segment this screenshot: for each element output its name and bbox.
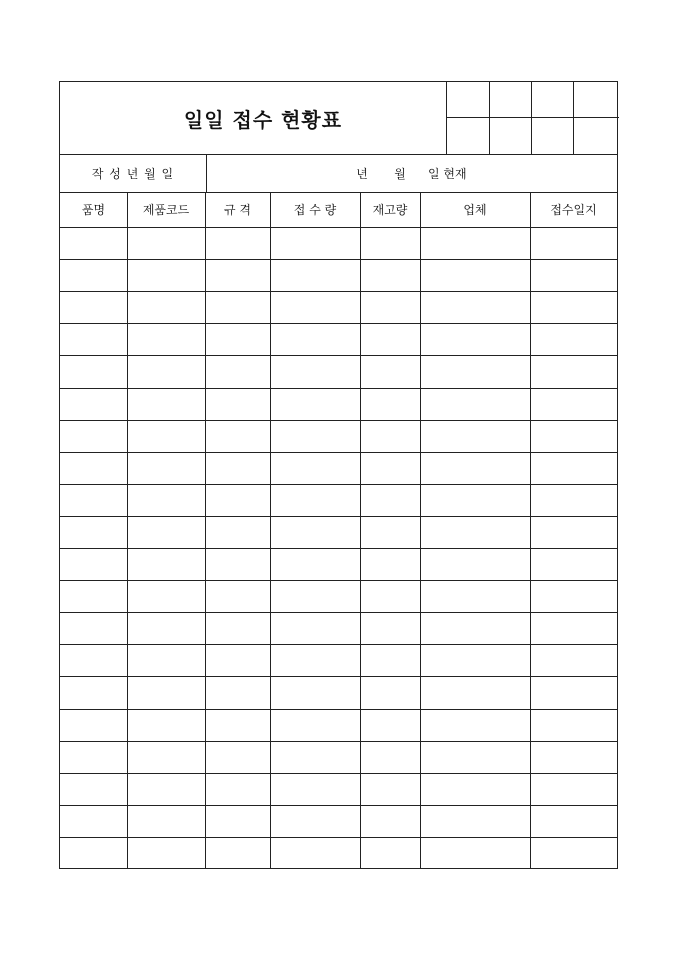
approval-cell[interactable] [532,83,573,117]
cell-stock-qty[interactable] [361,421,420,452]
cell-item-name[interactable] [61,838,127,869]
cell-stock-qty[interactable] [361,517,420,548]
cell-vendor[interactable] [421,356,530,387]
cell-item-name[interactable] [61,517,127,548]
cell-stock-qty[interactable] [361,292,420,323]
cell-spec[interactable] [206,228,270,259]
cell-item-name[interactable] [61,677,127,708]
cell-product-code[interactable] [128,677,205,708]
cell-stock-qty[interactable] [361,549,420,580]
cell-item-name[interactable] [61,324,127,355]
cell-received-date[interactable] [531,228,617,259]
cell-spec[interactable] [206,806,270,837]
cell-received-qty[interactable] [271,517,360,548]
cell-spec[interactable] [206,324,270,355]
cell-received-date[interactable] [531,549,617,580]
cell-item-name[interactable] [61,421,127,452]
cell-product-code[interactable] [128,324,205,355]
cell-item-name[interactable] [61,742,127,773]
cell-product-code[interactable] [128,260,205,291]
cell-received-date[interactable] [531,421,617,452]
cell-stock-qty[interactable] [361,389,420,420]
cell-vendor[interactable] [421,838,530,869]
cell-product-code[interactable] [128,838,205,869]
cell-spec[interactable] [206,581,270,612]
date-year-label: 년 [356,166,368,181]
cell-item-name[interactable] [61,613,127,644]
cell-vendor[interactable] [421,485,530,516]
cell-product-code[interactable] [128,710,205,741]
cell-spec[interactable] [206,677,270,708]
cell-product-code[interactable] [128,806,205,837]
date-row-label: 작 성 년 월 일 [91,166,175,181]
receipt-status-form [59,81,618,869]
approval-cell[interactable] [447,118,489,153]
cell-received-date[interactable] [531,710,617,741]
cell-received-qty[interactable] [271,613,360,644]
cell-vendor[interactable] [421,677,530,708]
cell-item-name[interactable] [61,389,127,420]
cell-vendor[interactable] [421,389,530,420]
cell-vendor[interactable] [421,710,530,741]
cell-vendor[interactable] [421,645,530,676]
cell-received-qty[interactable] [271,228,360,259]
date-day-current-label: 일 현재 [428,166,467,181]
cell-vendor[interactable] [421,421,530,452]
date-month-label: 월 [394,166,406,181]
cell-stock-qty[interactable] [361,677,420,708]
form-title: 일일 접수 현황표 [183,107,343,132]
cell-vendor[interactable] [421,292,530,323]
approval-cell[interactable] [447,83,489,117]
cell-stock-qty[interactable] [361,838,420,869]
cell-received-qty[interactable] [271,774,360,805]
cell-received-qty[interactable] [271,324,360,355]
column-header-received-date: 접수일지 [550,203,597,217]
cell-received-qty[interactable] [271,677,360,708]
cell-vendor[interactable] [421,742,530,773]
cell-product-code[interactable] [128,645,205,676]
cell-vendor[interactable] [421,228,530,259]
cell-received-qty[interactable] [271,421,360,452]
cell-stock-qty[interactable] [361,710,420,741]
cell-received-date[interactable] [531,356,617,387]
cell-received-qty[interactable] [271,581,360,612]
cell-received-date[interactable] [531,645,617,676]
approval-cell[interactable] [574,118,618,153]
cell-stock-qty[interactable] [361,356,420,387]
cell-product-code[interactable] [128,613,205,644]
cell-received-date[interactable] [531,260,617,291]
cell-spec[interactable] [206,742,270,773]
cell-product-code[interactable] [128,742,205,773]
cell-vendor[interactable] [421,260,530,291]
cell-spec[interactable] [206,260,270,291]
cell-product-code[interactable] [128,421,205,452]
cell-spec[interactable] [206,710,270,741]
cell-spec[interactable] [206,517,270,548]
cell-received-qty[interactable] [271,292,360,323]
cell-spec[interactable] [206,645,270,676]
column-header-stock-qty: 재고량 [372,203,408,217]
cell-spec[interactable] [206,421,270,452]
cell-vendor[interactable] [421,517,530,548]
cell-vendor[interactable] [421,581,530,612]
column-header-item-name: 품명 [81,203,106,217]
cell-spec[interactable] [206,292,270,323]
cell-received-date[interactable] [531,838,617,869]
cell-spec[interactable] [206,453,270,484]
cell-item-name[interactable] [61,453,127,484]
cell-item-name[interactable] [61,645,127,676]
cell-product-code[interactable] [128,389,205,420]
cell-received-date[interactable] [531,774,617,805]
cell-received-date[interactable] [531,292,617,323]
cell-spec[interactable] [206,774,270,805]
cell-received-date[interactable] [531,453,617,484]
approval-cell[interactable] [532,118,573,153]
column-header-vendor: 업체 [463,203,487,217]
cell-received-date[interactable] [531,613,617,644]
cell-item-name[interactable] [61,549,127,580]
cell-received-qty[interactable] [271,485,360,516]
cell-vendor[interactable] [421,324,530,355]
cell-item-name[interactable] [61,260,127,291]
cell-item-name[interactable] [61,228,127,259]
cell-stock-qty[interactable] [361,228,420,259]
cell-received-qty[interactable] [271,260,360,291]
cell-received-date[interactable] [531,806,617,837]
column-header-product-code: 제품코드 [142,203,190,217]
cell-spec[interactable] [206,485,270,516]
cell-spec[interactable] [206,613,270,644]
cell-received-date[interactable] [531,485,617,516]
cell-received-date[interactable] [531,581,617,612]
cell-vendor[interactable] [421,453,530,484]
cell-received-qty[interactable] [271,549,360,580]
cell-spec[interactable] [206,838,270,869]
cell-received-qty[interactable] [271,742,360,773]
cell-spec[interactable] [206,356,270,387]
approval-cell[interactable] [490,83,531,117]
cell-stock-qty[interactable] [361,774,420,805]
cell-received-date[interactable] [531,324,617,355]
cell-product-code[interactable] [128,228,205,259]
cell-item-name[interactable] [61,806,127,837]
approval-cell[interactable] [490,118,531,153]
cell-vendor[interactable] [421,549,530,580]
cell-received-qty[interactable] [271,356,360,387]
cell-vendor[interactable] [421,774,530,805]
approval-cell[interactable] [574,83,618,117]
column-header-received-qty: 접 수 량 [293,203,337,217]
cell-received-qty[interactable] [271,710,360,741]
cell-item-name[interactable] [61,710,127,741]
cell-product-code[interactable] [128,549,205,580]
cell-received-date[interactable] [531,742,617,773]
cell-stock-qty[interactable] [361,260,420,291]
cell-stock-qty[interactable] [361,324,420,355]
cell-product-code[interactable] [128,292,205,323]
cell-spec[interactable] [206,549,270,580]
cell-stock-qty[interactable] [361,453,420,484]
cell-vendor[interactable] [421,613,530,644]
cell-vendor[interactable] [421,806,530,837]
cell-received-qty[interactable] [271,806,360,837]
date-row-value[interactable] [207,154,617,192]
cell-stock-qty[interactable] [361,645,420,676]
cell-received-qty[interactable] [271,453,360,484]
cell-stock-qty[interactable] [361,806,420,837]
cell-stock-qty[interactable] [361,485,420,516]
cell-received-qty[interactable] [271,838,360,869]
cell-stock-qty[interactable] [361,742,420,773]
cell-item-name[interactable] [61,485,127,516]
cell-received-date[interactable] [531,389,617,420]
cell-item-name[interactable] [61,292,127,323]
cell-product-code[interactable] [128,453,205,484]
cell-product-code[interactable] [128,581,205,612]
cell-received-qty[interactable] [271,645,360,676]
cell-product-code[interactable] [128,485,205,516]
cell-product-code[interactable] [128,774,205,805]
cell-item-name[interactable] [61,356,127,387]
cell-received-date[interactable] [531,677,617,708]
cell-received-date[interactable] [531,517,617,548]
column-header-spec: 규 격 [224,203,251,217]
cell-stock-qty[interactable] [361,613,420,644]
cell-item-name[interactable] [61,581,127,612]
cell-product-code[interactable] [128,517,205,548]
cell-product-code[interactable] [128,356,205,387]
cell-stock-qty[interactable] [361,581,420,612]
cell-received-qty[interactable] [271,389,360,420]
cell-spec[interactable] [206,389,270,420]
cell-item-name[interactable] [61,774,127,805]
